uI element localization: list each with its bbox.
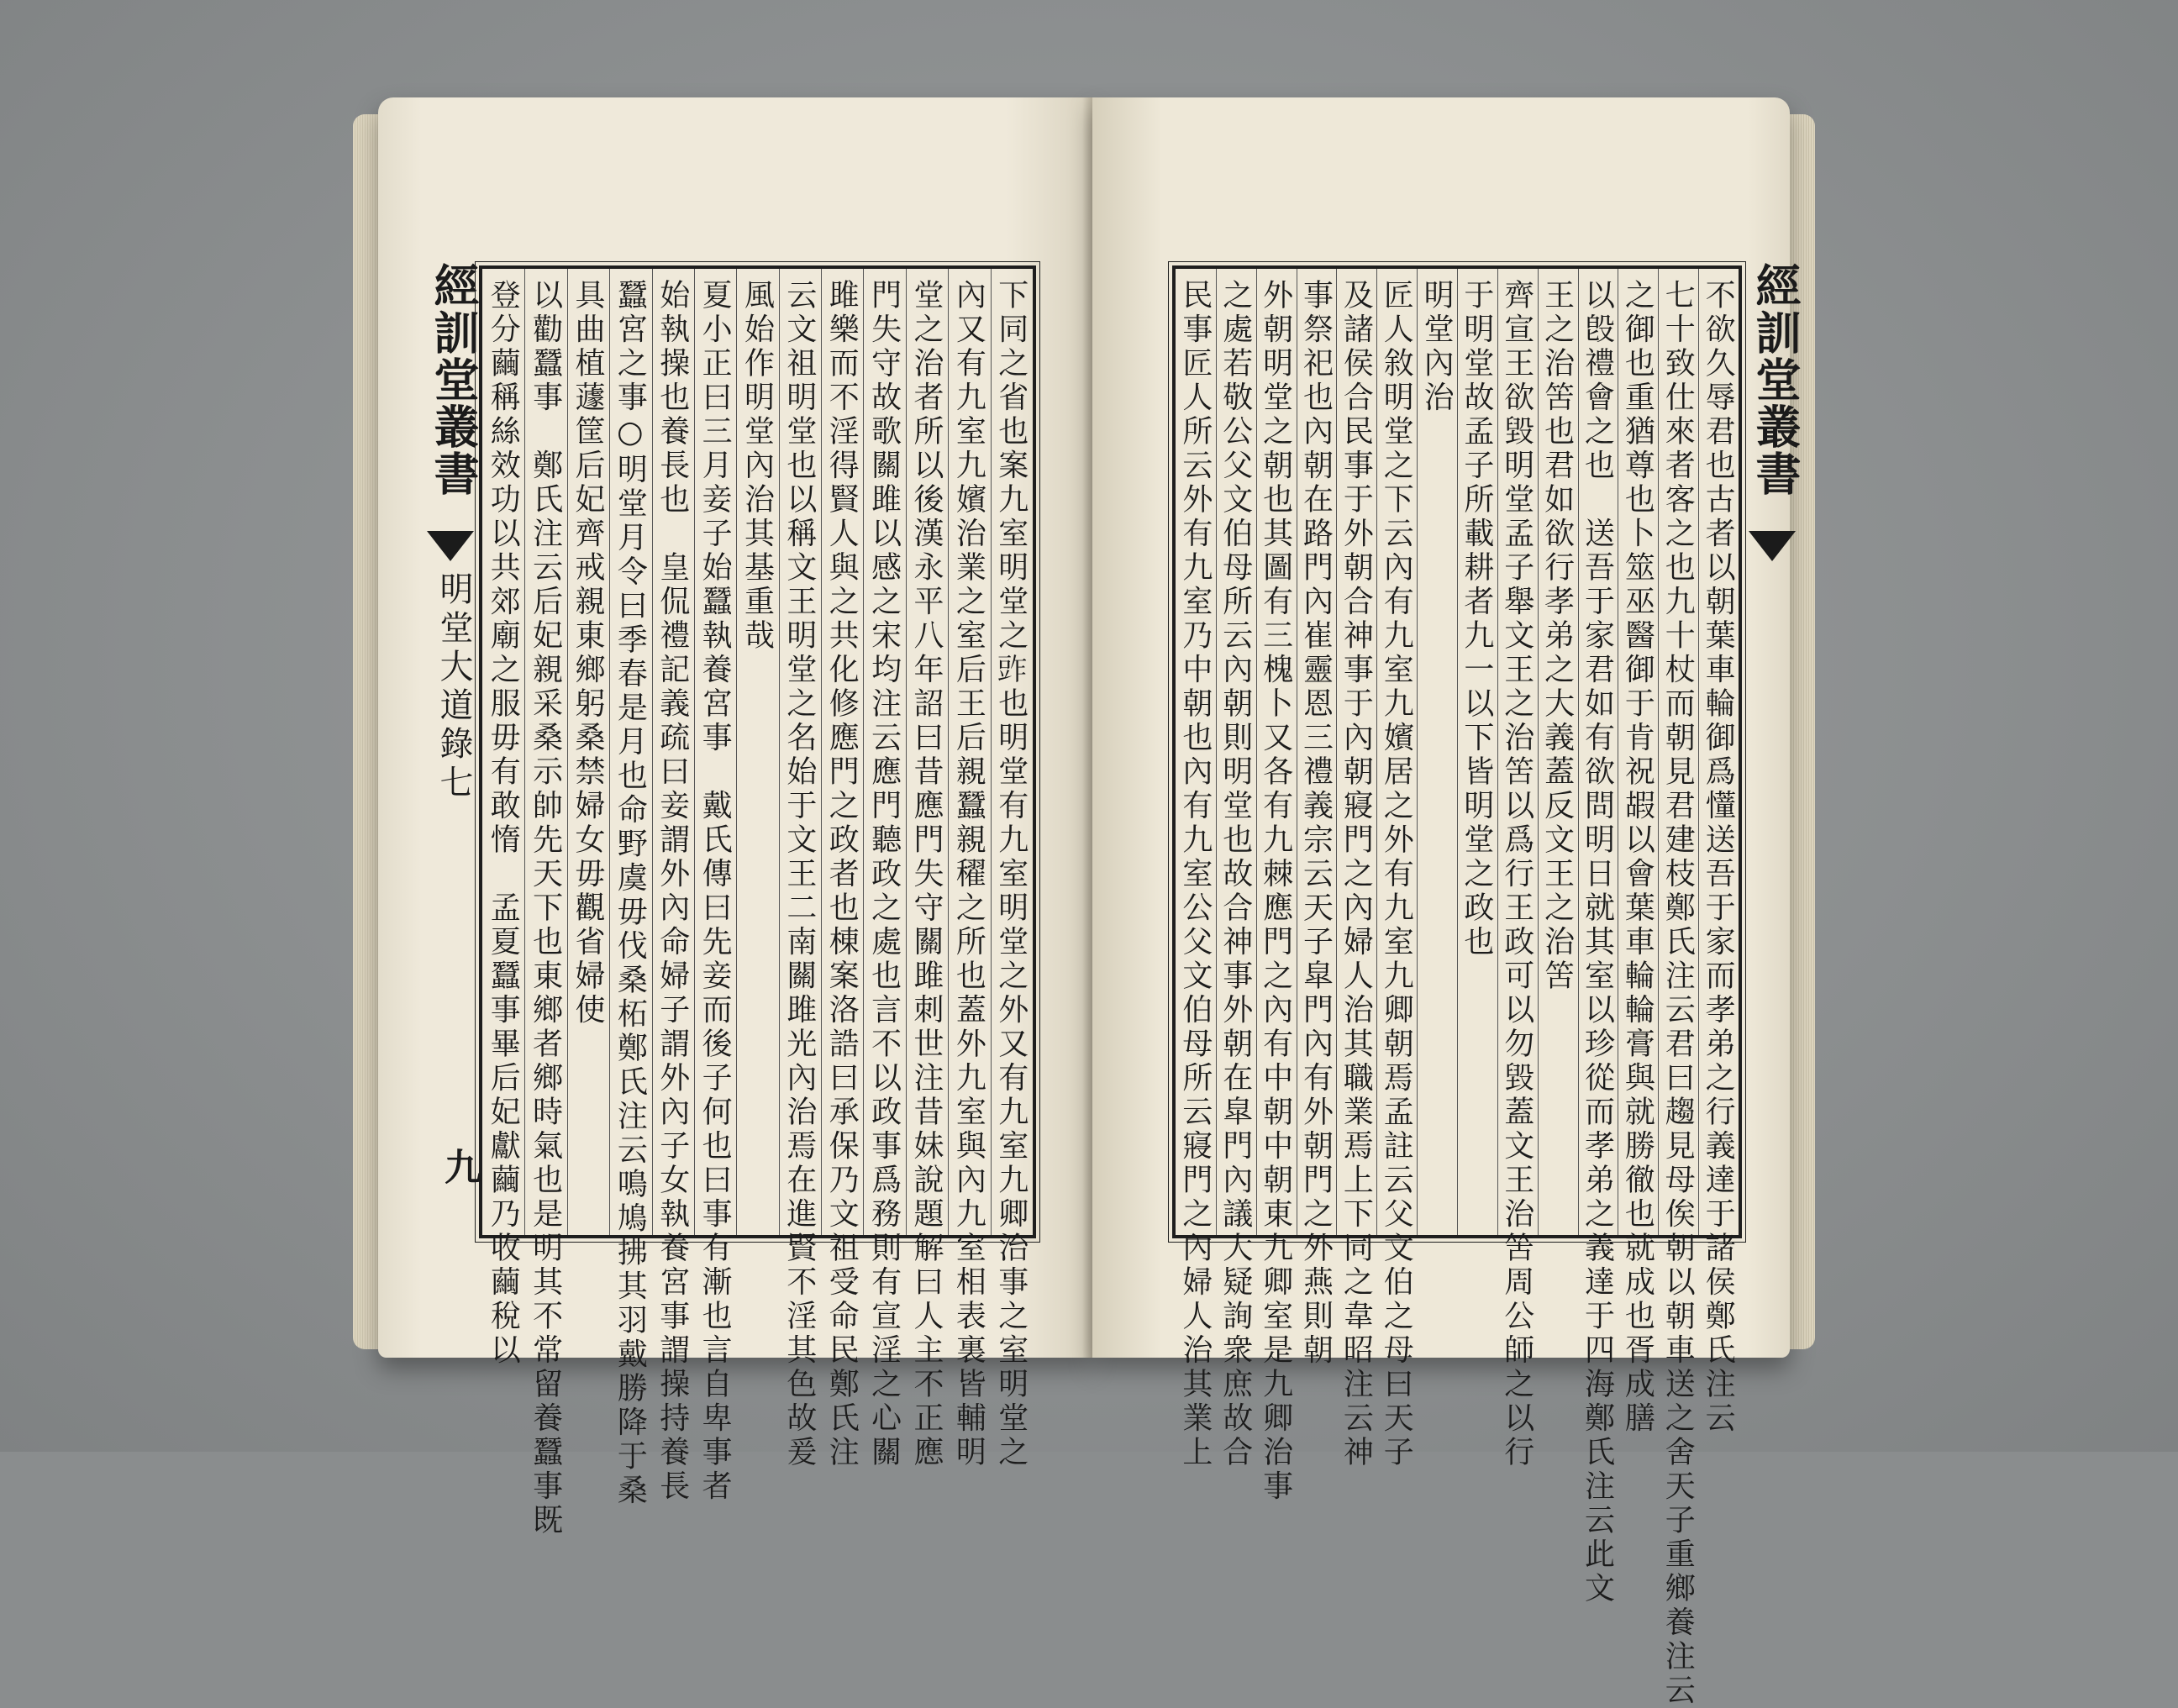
column-rule bbox=[1538, 269, 1539, 1235]
column-rule bbox=[1658, 269, 1659, 1235]
left-text-column: 風始作明堂內治其基重哉 bbox=[739, 279, 775, 654]
column-rule bbox=[1256, 269, 1257, 1235]
left-text-column: 門失守故歌關雎以感之宋均注云應門聽政之處也言不以政事爲務則有宣淫之心關 bbox=[866, 279, 902, 1470]
right-block-heart bbox=[1739, 262, 1806, 1235]
column-rule bbox=[652, 269, 653, 1235]
left-text-column: 始執操也養長也 皇侃禮記義疏曰妾謂外內命婦子謂外內子女執養宮事謂操持養長 bbox=[655, 279, 690, 1504]
column-rule bbox=[1216, 269, 1217, 1235]
right-text-column: 齊宣王欲毀明堂孟子舉文王之治䇢以爲行王政可以勿毀蓋文王治䇢周公師之以行 bbox=[1499, 279, 1534, 1470]
column-rule bbox=[736, 269, 737, 1235]
left-text-frame bbox=[427, 262, 1036, 1538]
right-text-column: 及諸侯合民事于外朝合神事于內朝寢門之內婦人治其職業焉上下同之韋昭注云神 bbox=[1339, 279, 1374, 1470]
right-text-column: 之處若敬公父文伯母所云內朝則明堂也故合神事外朝在皐門內議大疑詢衆庶故合 bbox=[1218, 279, 1253, 1470]
column-rule bbox=[1698, 269, 1699, 1235]
left-text-column: 雎樂而不淫得賢人與之共化修應門之政者也棟案洛誥曰承保乃文祖受命民鄭氏注 bbox=[824, 279, 860, 1470]
left-folio: 九 bbox=[438, 1148, 481, 1185]
left-margin-title: 經訓堂叢書 bbox=[427, 262, 481, 497]
column-rule bbox=[1336, 269, 1337, 1235]
left-text-column: 云文祖明堂也以稱文王明堂之名始于文王二南關雎光內治焉在進賢不淫其色故爰 bbox=[781, 279, 817, 1470]
left-margin-section: 明堂大道錄七 bbox=[434, 571, 473, 803]
right-text-column: 民事匠人所云外有九室乃中朝也內有九室公父文伯母所云寢門之內婦人治其業上 bbox=[1177, 279, 1213, 1470]
column-rule bbox=[694, 269, 695, 1235]
left-text-column: 蠶宮之事○明堂月令曰季春是月也命野虞毋伐桑柘鄭氏注云鳴鳩拂其羽戴勝降于桑 bbox=[613, 279, 648, 1508]
column-rule bbox=[779, 269, 780, 1235]
right-text-frame bbox=[1172, 262, 1802, 1708]
left-text-column: 堂之治者所以後漢永平八年詔曰昔應門失守關雎刺世注昔妹說題解曰人主不正應 bbox=[909, 279, 944, 1470]
right-text-column: 王之治䇢也君如欲行孝弟之大義蓋反文王之治䇢 bbox=[1539, 279, 1575, 994]
column-rule bbox=[524, 269, 525, 1235]
right-page bbox=[1092, 97, 1802, 1708]
right-text-column: 明堂內治 bbox=[1419, 279, 1455, 415]
right-margin-title: 經訓堂叢書 bbox=[1749, 262, 1802, 497]
column-rule bbox=[948, 269, 949, 1235]
right-text-column: 事祭祀也內朝在路門內崔靈恩三禮義宗云天子皐門內有外朝門之外燕則朝 bbox=[1298, 279, 1334, 1368]
column-rule bbox=[1376, 269, 1377, 1235]
right-text-column: 匠人敘明堂之下云內有九室九嬪居之外有九室九卿朝焉孟註云父文伯之母曰天子 bbox=[1379, 279, 1414, 1470]
left-page bbox=[378, 97, 1092, 1538]
column-rule bbox=[609, 269, 610, 1235]
right-text-column: 外朝明堂之朝也其圖有三槐卜又各有九棘應門之內有中朝中朝東九卿室是九卿治事 bbox=[1258, 279, 1293, 1504]
left-text-column: 下同之省也案九室明堂之𧯤也明堂有九室明堂之外又有九室九卿治事之室明堂之 bbox=[993, 279, 1028, 1470]
column-rule bbox=[567, 269, 568, 1235]
fishtail-mark bbox=[427, 531, 474, 561]
right-text-column: 七十致仕來者客之也九十杖而朝見君建枝鄭氏注云君曰趨見母俟朝以朝車送之舍天子重鄉養注云 bbox=[1660, 279, 1696, 1708]
fishtail-mark bbox=[1749, 531, 1796, 561]
left-text-column: 具曲植蘧筐后妃齊戒親東鄉躬桑禁婦女毋觀省婦使 bbox=[570, 279, 605, 1027]
column-rule bbox=[821, 269, 822, 1235]
open-book bbox=[353, 81, 1815, 1708]
column-rule bbox=[991, 269, 992, 1235]
right-text-column: 于明堂故孟子所載耕者九一以下皆明堂之政也 bbox=[1459, 279, 1494, 959]
column-rule bbox=[906, 269, 907, 1235]
column-rule bbox=[1457, 269, 1458, 1235]
left-text-column: 登分繭稱絲效功以共郊廟之服毋有敢惰 孟夏蠶事畢后妃獻繭乃收繭稅以 bbox=[486, 279, 521, 1368]
column-rule bbox=[1578, 269, 1579, 1235]
column-rule bbox=[863, 269, 864, 1235]
left-text-column: 內又有九室九嬪治業之室后王后親蠶親𥣞之所也蓋外九室與內九室相表裏皆輔明 bbox=[951, 279, 986, 1470]
left-text-column: 以勸蠶事 鄭氏注云后妃親采桑示帥先天下也東鄉者鄉時氣也是明其不常留養蠶事既 bbox=[528, 279, 563, 1538]
column-rule bbox=[1417, 269, 1418, 1235]
right-text-column: 以𣪘禮會之也 送吾于家君如有欲問明日就其室以珍從而孝弟之義達于四海鄭氏注云此文 bbox=[1580, 279, 1615, 1606]
right-text-column: 之御也重猶尊也卜筮巫醫御于肯祝嘏以會葉車輪輪膏與就勝徹也就成也胥成膳 bbox=[1620, 279, 1655, 1436]
left-block-heart bbox=[417, 262, 484, 1235]
left-text-column: 夏小正曰三月妾子始蠶執養宮事 戴氏傳曰先妾而後子何也曰事有漸也言自卑事者 bbox=[697, 279, 733, 1504]
column-rule bbox=[1497, 269, 1498, 1235]
right-text-column: 不欲久辱君也古者以朝葉車輪御爲𢤦送吾于家而孝弟之行義達于諸侯鄭氏注云 bbox=[1701, 279, 1736, 1436]
